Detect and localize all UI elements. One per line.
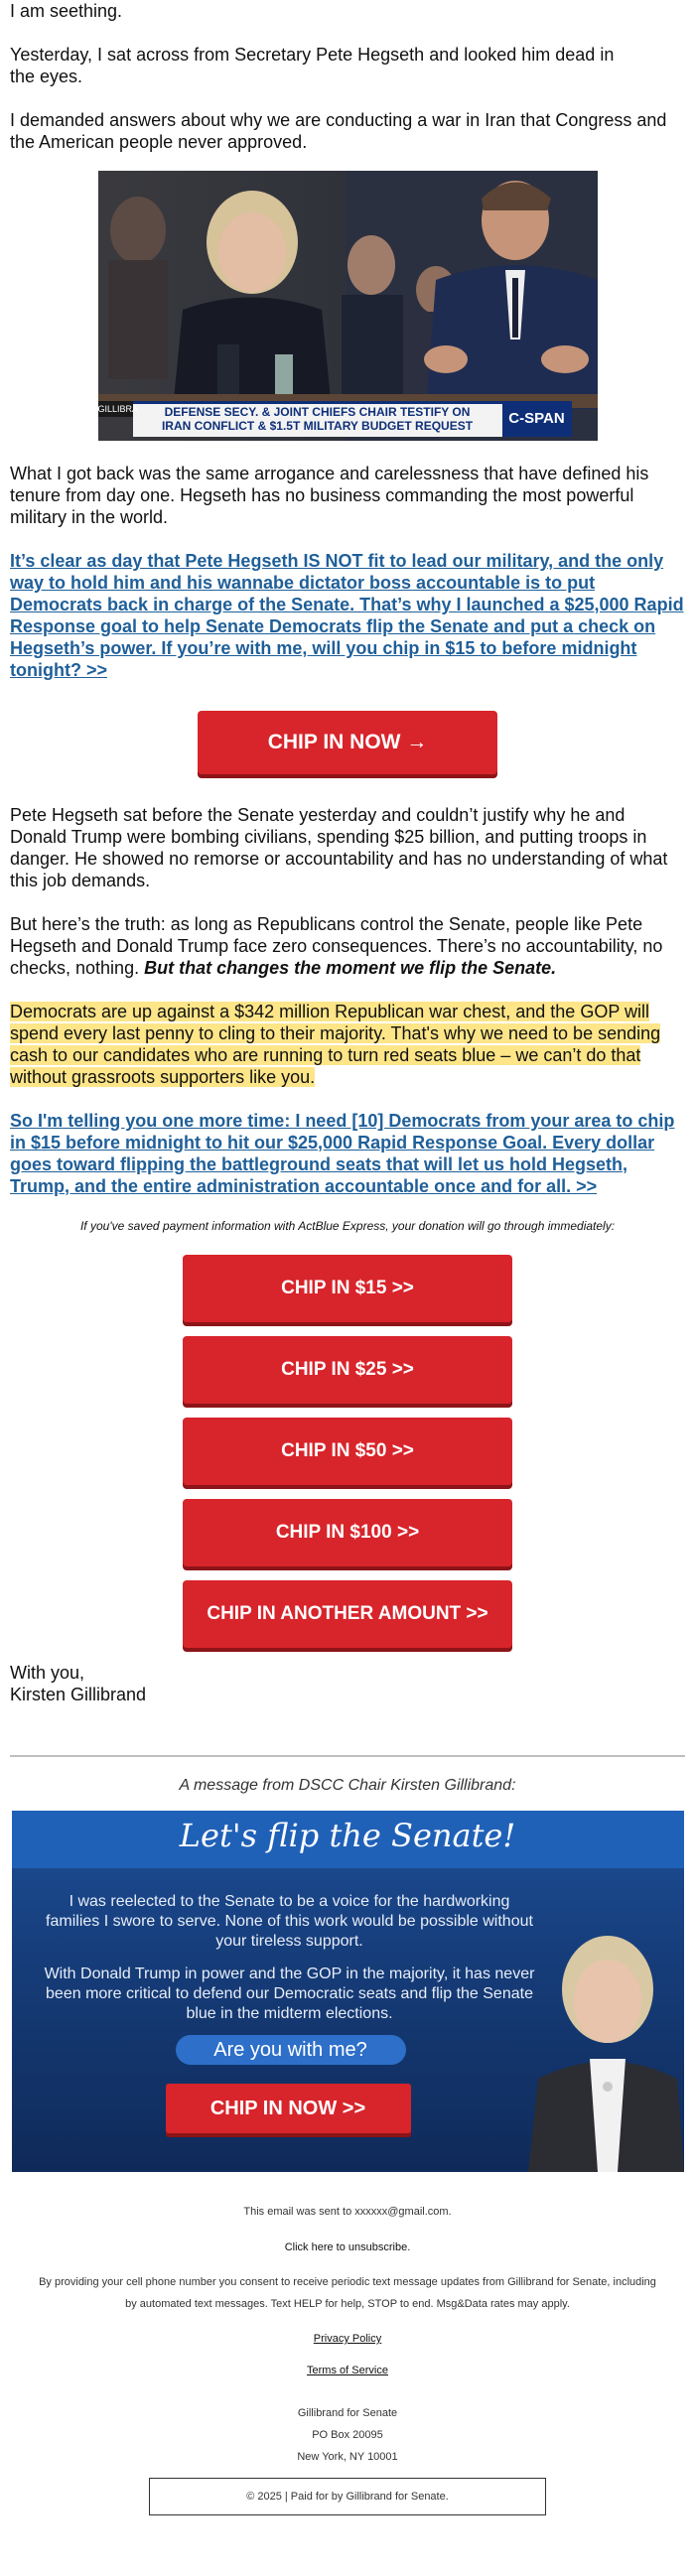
chip-in-15-button[interactable]: CHIP IN $15 >> <box>183 1255 512 1322</box>
banner-title: Let's flip the Senate! <box>179 1817 516 1854</box>
flip-senate-emphasis: But that changes the moment we flip the Senate. <box>144 958 557 978</box>
footer-sent-to: This email was sent to xxxxxx@gmail.com. <box>243 2206 452 2218</box>
paragraph-sat-before-senate: Pete Hegseth sat before the Senate yesterday and couldn’t justify why he and Donald Trump were bombing civilians, spending $25 billion, and putting troops in danger. He showed no remorse or accountability and has no understanding of what this job demands. <box>10 805 668 890</box>
signoff-with-you: With you, <box>10 1663 85 1683</box>
chip-in-now-button[interactable]: CHIP IN NOW → <box>198 711 497 774</box>
email-footer <box>0 2206 695 2515</box>
amount-buttons <box>10 1255 685 1648</box>
paragraph-war-chest <box>10 1001 685 1088</box>
paragraph-truth <box>10 913 685 979</box>
photo-side-text: GILLIBRA <box>97 404 139 414</box>
banner-text-reelected: I was reelected to the Senate to be a voice for the hardworking families I swore to serve. None of this work would be possible without your tireless support. <box>46 1893 533 1950</box>
paragraph-link2-wrap <box>10 1110 685 1197</box>
highlighted-war-chest-text: Democrats are up against a $342 million Republican war chest, and the GOP will spend every last penny to cling to their majority. That's why we need to be sending cash to our candidates who are running to turn red seats blue – we can’t do that without grassroots supporters like you. <box>10 1002 661 1087</box>
footer-org: Gillibrand for Senate <box>297 2407 398 2419</box>
banner-text-trump-power: With Donald Trump in power and the GOP in the majority, it has never been more critical to defend our Democratic seats and flip the Senate blue in the midterm elections. <box>44 1966 535 2022</box>
gillibrand-portrait <box>528 1920 684 2172</box>
chip-in-50-button[interactable]: CHIP IN $50 >> <box>183 1418 512 1485</box>
paragraph-yesterday: Yesterday, I sat across from Secretary Pete Hegseth and looked him dead in the eyes. <box>10 45 615 86</box>
truth-text: But here’s the truth: as long as Republicans control the Senate, people like Pete Hegseth and Donald Trump face zero consequences. There’s no accountability, no checks, nothing. <box>10 914 663 978</box>
footer-sms-disclaimer: By providing your cell phone number you consent to receive periodic text message updates from Gillibrand for Senate, including by automated text messages. Text HELP for help, STOP to end. Msg&Data rates may apply. <box>39 2276 656 2310</box>
signoff <box>10 1662 685 1705</box>
paragraph-demanded: I demanded answers about why we are conducting a war in Iran that Congress and the American people never approved. <box>10 110 667 152</box>
privacy-policy-link[interactable]: Privacy Policy <box>313 2333 382 2345</box>
photo-chyron-line2: IRAN CONFLICT & $1.5T MILITARY BUDGET REQUEST <box>161 419 474 433</box>
paragraph-link1-wrap <box>10 550 685 681</box>
paragraph-arrogance: What I got back was the same arrogance and carelessness that have defined his tenure from day one. Hegseth has no business commanding the most powerful military in the world. <box>10 464 649 527</box>
banner-chip-in-now-button[interactable]: CHIP IN NOW >> <box>166 2084 411 2133</box>
chip-in-other-amount-button[interactable]: CHIP IN ANOTHER AMOUNT >> <box>183 1580 512 1648</box>
signoff-name: Kirsten Gillibrand <box>10 1685 147 1704</box>
donate-link-ten-democrats[interactable]: So I'm telling you one more time: I need [10] Democrats from your area to chip in $15 before midnight to hit our $25,000 Rapid Response Goal. Every dollar goes toward flipping the battleground seats that will let us hold Hegseth, Trump, and the entire administration accountable once and for all. >> <box>10 1111 675 1196</box>
chip-in-25-button[interactable]: CHIP IN $25 >> <box>183 1336 512 1404</box>
unsubscribe-link[interactable]: Click here to unsubscribe. <box>284 2241 411 2253</box>
footer-address <box>0 2402 695 2468</box>
actblue-note: If you've saved payment information with ActBlue Express, your donation will go through immediately: <box>79 1219 616 1233</box>
footer-city: New York, NY 10001 <box>297 2451 398 2463</box>
paragraph-opening: I am seething. <box>10 1 123 21</box>
hearing-photo[interactable] <box>98 171 598 441</box>
photo-chyron-line1: DEFENSE SECY. & JOINT CHIEFS CHAIR TESTIFY ON <box>164 405 471 419</box>
dscc-banner[interactable] <box>12 1811 684 2172</box>
terms-of-service-link[interactable]: Terms of Service <box>307 2365 388 2376</box>
chip-in-100-button[interactable]: CHIP IN $100 >> <box>183 1499 512 1566</box>
cspan-logo: C-SPAN <box>508 410 565 427</box>
section-divider <box>10 1755 685 1757</box>
paid-for-box: © 2025 | Paid for by Gillibrand for Senate. <box>149 2478 546 2515</box>
footer-po-box: PO Box 20095 <box>312 2429 383 2441</box>
are-you-with-me-pill: Are you with me? <box>176 2035 406 2065</box>
dscc-message-label: A message from DSCC Chair Kirsten Gillibrand: <box>179 1777 516 1794</box>
donate-link-hegseth-unfit[interactable]: It’s clear as day that Pete Hegseth IS NOT fit to lead our military, and the only way to hold him and his wannabe dictator boss accountable is to put Democrats back in charge of the Senate. That’s why I launched a $25,000 Rapid Response goal to help Senate Democrats flip the Senate and put a check on Hegseth’s power. If you’re with me, will you chip in $15 to before midnight tonight? >> <box>10 551 684 680</box>
